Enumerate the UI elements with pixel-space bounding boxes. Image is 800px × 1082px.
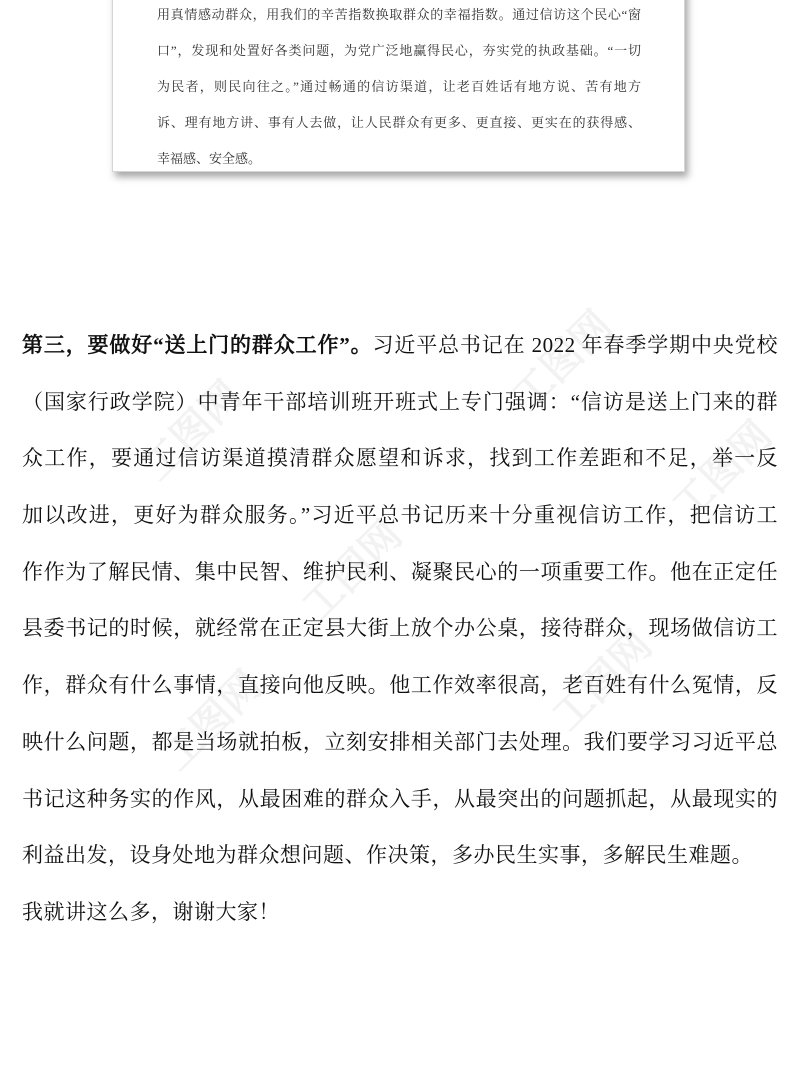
body-line: 映什么问题，都是当场就拍板，立刻安排相关部门去处理。我们要学习习近平总 bbox=[22, 729, 778, 754]
quote-line: 用真情感动群众，用我们的辛苦指数换取群众的幸福指数。通过信访这个民心“窗 bbox=[157, 7, 641, 22]
quote-line: 为民者，则民向往之。”通过畅通的信访渠道，让老百姓话有地方说、苦有地方 bbox=[157, 79, 641, 94]
body-line: 加以改进，更好为群众服务。”习近平总书记历来十分重视信访工作，把信访工 bbox=[22, 503, 778, 528]
body-line: 县委书记的时候，就经常在正定县大街上放个办公桌，接待群众，现场做信访工 bbox=[22, 616, 778, 641]
body-line: （国家行政学院）中青年干部培训班开班式上专门强调：“信访是送上门来的群 bbox=[22, 389, 778, 414]
body-line: 众工作，要通过信访渠道摸清群众愿望和诉求，找到工作差距和不足，举一反 bbox=[22, 446, 778, 471]
body-line bbox=[22, 317, 778, 374]
watermark: 工图网 bbox=[543, 622, 662, 740]
quote-card-text bbox=[157, 0, 641, 177]
quote-line: 诉、理有地方讲、事有人去做，让人民群众有更多、更直接、更实在的获得感、 bbox=[157, 115, 641, 130]
closing-line: 我就讲这么多，谢谢大家！ bbox=[22, 899, 280, 924]
body-paragraph bbox=[22, 317, 778, 941]
section-heading: 第三，要做好“送上门的群众工作”。 bbox=[22, 333, 373, 357]
body-line-rest: 习近平总书记在 2022 年春季学期中央党校 bbox=[372, 333, 778, 357]
watermark: 工图网 bbox=[663, 412, 782, 530]
watermark: 工图网 bbox=[293, 512, 412, 630]
watermark: 工图网 bbox=[503, 302, 622, 420]
body-line: 作，群众有什么事情，直接向他反映。他工作效率很高，老百姓有什么冤情，反 bbox=[22, 673, 778, 698]
body-line: 作作为了解民情、集中民智、维护民利、凝聚民心的一项重要工作。他在正定任 bbox=[22, 559, 778, 584]
watermark: 工图网 bbox=[133, 372, 252, 490]
quote-line: 幸福感、安全感。 bbox=[157, 151, 262, 166]
body-line: 书记这种务实的作风，从最困难的群众入手，从最突出的问题抓起，从最现实的 bbox=[22, 786, 778, 811]
body-line: 利益出发，设身处地为群众想问题、作决策，多办民生实事，多解民生难题。 bbox=[22, 843, 753, 868]
quote-line: 口”，发现和处置好各类问题，为党广泛地赢得民心，夯实党的执政基础。“一切 bbox=[157, 43, 641, 58]
watermark: 工图网 bbox=[153, 662, 272, 780]
